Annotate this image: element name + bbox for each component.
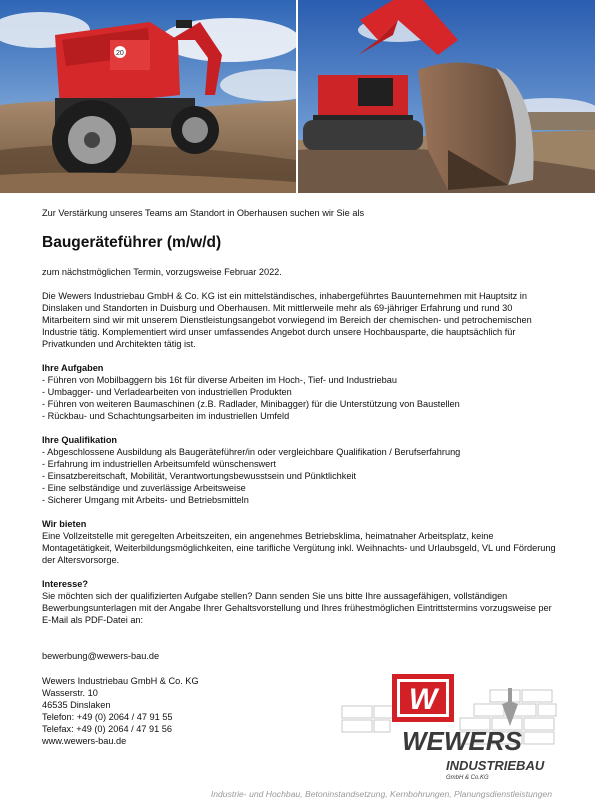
list-item: - Einsatzbereitschaft, Mobilität, Verantwortungsbewusstsein und Pünktlichkeit	[42, 470, 562, 482]
company-tagline: Industrie- und Hochbau, Betoninstandsetzung, Kernbohrungen, Planungsdienstleistungen	[210, 789, 552, 799]
list-item: - Rückbau- und Schachtungsarbeiten im industriellen Umfeld	[42, 410, 562, 422]
list-item: - Führen von weiteren Baumaschinen (z.B. Radlader, Minibagger) für die Unterstützung von Baustellen	[42, 398, 562, 410]
offer-text: Eine Vollzeitstelle mit geregelten Arbeitszeiten, ein angenehmes Betriebsklima, heimatnaher Arbeitsplatz, keine Montagetätigkeit, Weiterbildungsmöglichkeiten, eine tarifliche Vergütung inkl. Weihnachts- und Urlaubsgeld, VL und Förderung der Altersvorsorge.	[42, 531, 556, 565]
list-item: - Eine selbständige und zuverlässige Arbeitsweise	[42, 482, 562, 494]
address-company: Wewers Industriebau GmbH & Co. KG	[42, 676, 199, 686]
logo-sub: INDUSTRIEBAU	[446, 758, 545, 773]
logo-name: WEWERS	[402, 726, 522, 756]
list-item: - Führen von Mobilbaggern bis 16t für diverse Arbeiten im Hoch-, Tief- und Industriebau	[42, 374, 562, 386]
qualification-heading: Ihre Qualifikation	[42, 435, 118, 445]
address-fax: Telefax: +49 (0) 2064 / 47 91 56	[42, 724, 172, 734]
start-date-text: zum nächstmöglichen Termin, vorzugsweise Februar 2022.	[42, 267, 282, 277]
address-phone: Telefon: +49 (0) 2064 / 47 91 55	[42, 712, 173, 722]
wewers-logo	[340, 668, 560, 788]
company-description: Die Wewers Industriebau GmbH & Co. KG ist ein mittelständisches, inhabergeführtes Bauunternehmen mit Hauptsitz in Dinslaken und Standorten in Duisburg und Oberhausen. Mit mittlerweile mehr als 69-jähriger Erfahrung und rund 30 Mitarbeitern sind wir mit unserem Dienstleistungsangebot vorwiegend im Bereich der chemischen- und petrochemischen Industrie tätig. Komplementiert wird unser umfassendes Angebot durch unsere Hochbausparte, die hauptsächlich für Privatkunden und Architekten tätig ist.	[42, 291, 532, 349]
job-title: Baugeräteführer (m/w/d)	[42, 234, 222, 251]
logo-letter: W	[408, 683, 438, 716]
intro-text: Zur Verstärkung unseres Teams am Standort in Oberhausen suchen wir Sie als	[42, 208, 365, 218]
list-item: - Sicherer Umgang mit Arbeits- und Betriebsmitteln	[42, 494, 562, 506]
photo-badge: 20	[116, 50, 124, 57]
logo-legal: GmbH & Co.KG	[446, 775, 489, 781]
interest-text: Sie möchten sich der qualifizierten Aufgabe stellen? Dann senden Sie uns bitte Ihre aussagefähigen, vollständigen Bewerbungsunterlagen mit der Angabe Ihrer Gehaltsvorstellung und Ihres frühestmöglichen Eintrittstermins vorzugsweise per E-Mail als PDF-Datei an:	[42, 591, 552, 625]
job-ad-content	[42, 207, 562, 662]
interest-heading: Interesse?	[42, 579, 88, 589]
offer-heading: Wir bieten	[42, 519, 87, 529]
address-city: 46535 Dinslaken	[42, 700, 111, 710]
list-item: - Umbagger- und Verladearbeiten von industriellen Produkten	[42, 386, 562, 398]
address-website-link[interactable]: www.wewers-bau.de	[42, 736, 127, 746]
qualification-list	[42, 446, 562, 506]
header-photos	[0, 0, 595, 193]
tasks-heading: Ihre Aufgaben	[42, 363, 104, 373]
excavator-photo-right	[298, 0, 595, 193]
excavator-photo-left	[0, 0, 296, 193]
list-item: - Abgeschlossene Ausbildung als Baugeräteführer/in oder vergleichbare Qualifikation / Berufserfahrung	[42, 446, 562, 458]
company-address	[42, 675, 199, 747]
address-street: Wasserstr. 10	[42, 688, 98, 698]
application-email-link[interactable]: bewerbung@wewers-bau.de	[42, 651, 160, 661]
tasks-list	[42, 374, 562, 422]
list-item: - Erfahrung im industriellen Arbeitsumfeld wünschenswert	[42, 458, 562, 470]
